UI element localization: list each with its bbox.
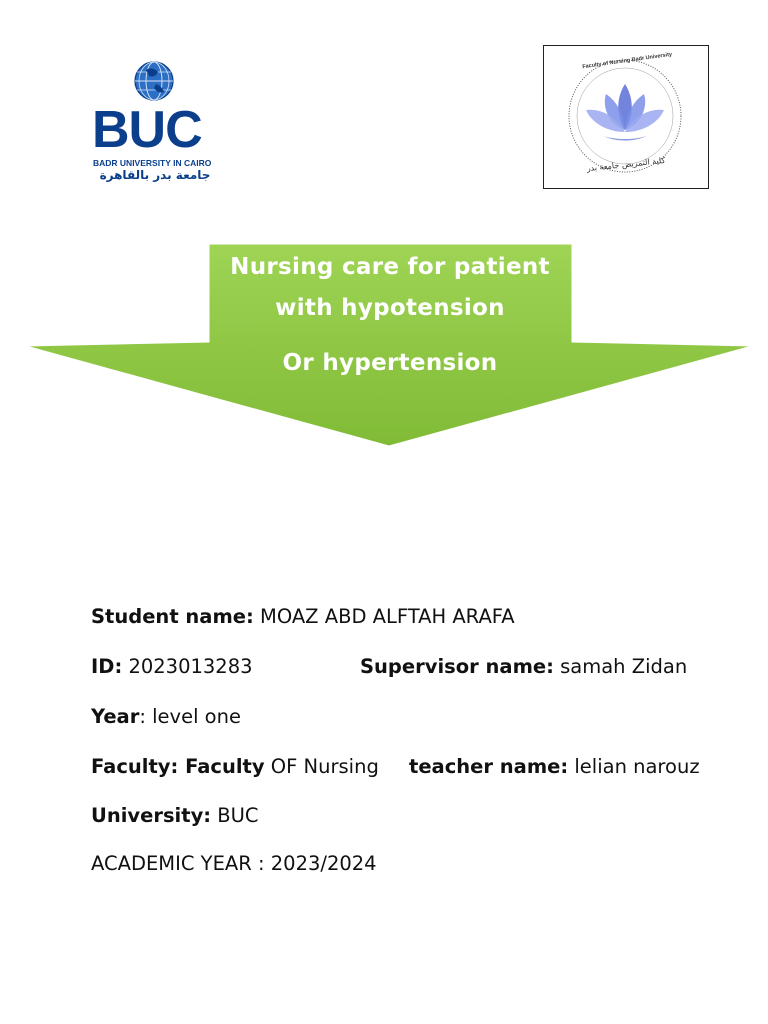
buc-arabic-name: جامعة بدر بالقاهرة	[99, 168, 211, 182]
faculty-seal-text-top: Faculty of Nursing Badr University	[582, 51, 673, 71]
title-line-2: with hypotension	[275, 295, 505, 321]
supervisor-value: samah Zidan	[553, 655, 688, 678]
faculty-seal-text-bottom: كلية التمريض جامعة بدر	[586, 155, 666, 174]
university-value: BUC	[211, 804, 259, 827]
faculty-label: Faculty: Faculty	[91, 755, 265, 778]
academic-year: ACADEMIC YEAR : 2023/2024	[91, 852, 377, 875]
buc-english-name: BADR UNIVERSITY IN CAIRO	[93, 158, 212, 168]
teacher-label: teacher name:	[409, 755, 569, 778]
year-value: : level one	[139, 705, 241, 728]
teacher-row	[409, 752, 700, 782]
university-label: University:	[91, 804, 212, 827]
student-name-row	[91, 602, 515, 632]
supervisor-label: Supervisor name:	[360, 655, 554, 678]
buc-logo	[86, 56, 226, 188]
globe-icon	[135, 62, 173, 100]
supervisor-row	[360, 652, 687, 682]
faculty-row	[91, 752, 379, 782]
university-row	[91, 801, 259, 831]
year-label: Year	[91, 705, 140, 728]
title-line-1: Nursing care for patient	[230, 254, 550, 280]
faculty-seal-logo	[543, 45, 709, 189]
id-value: 2023013283	[122, 655, 253, 678]
faculty-value: OF Nursing	[264, 755, 379, 778]
title-line-3: Or hypertension	[282, 350, 498, 376]
id-label: ID:	[91, 655, 123, 678]
title-arrow	[0, 238, 768, 452]
year-row	[91, 702, 241, 732]
student-name-value: MOAZ ABD ALFTAH ARAFA	[253, 605, 515, 628]
student-name-label: Student name:	[91, 605, 254, 628]
buc-wordmark: BUC	[92, 101, 202, 159]
teacher-value: lelian narouz	[568, 755, 700, 778]
id-row	[91, 652, 253, 682]
lotus-icon	[586, 84, 664, 141]
